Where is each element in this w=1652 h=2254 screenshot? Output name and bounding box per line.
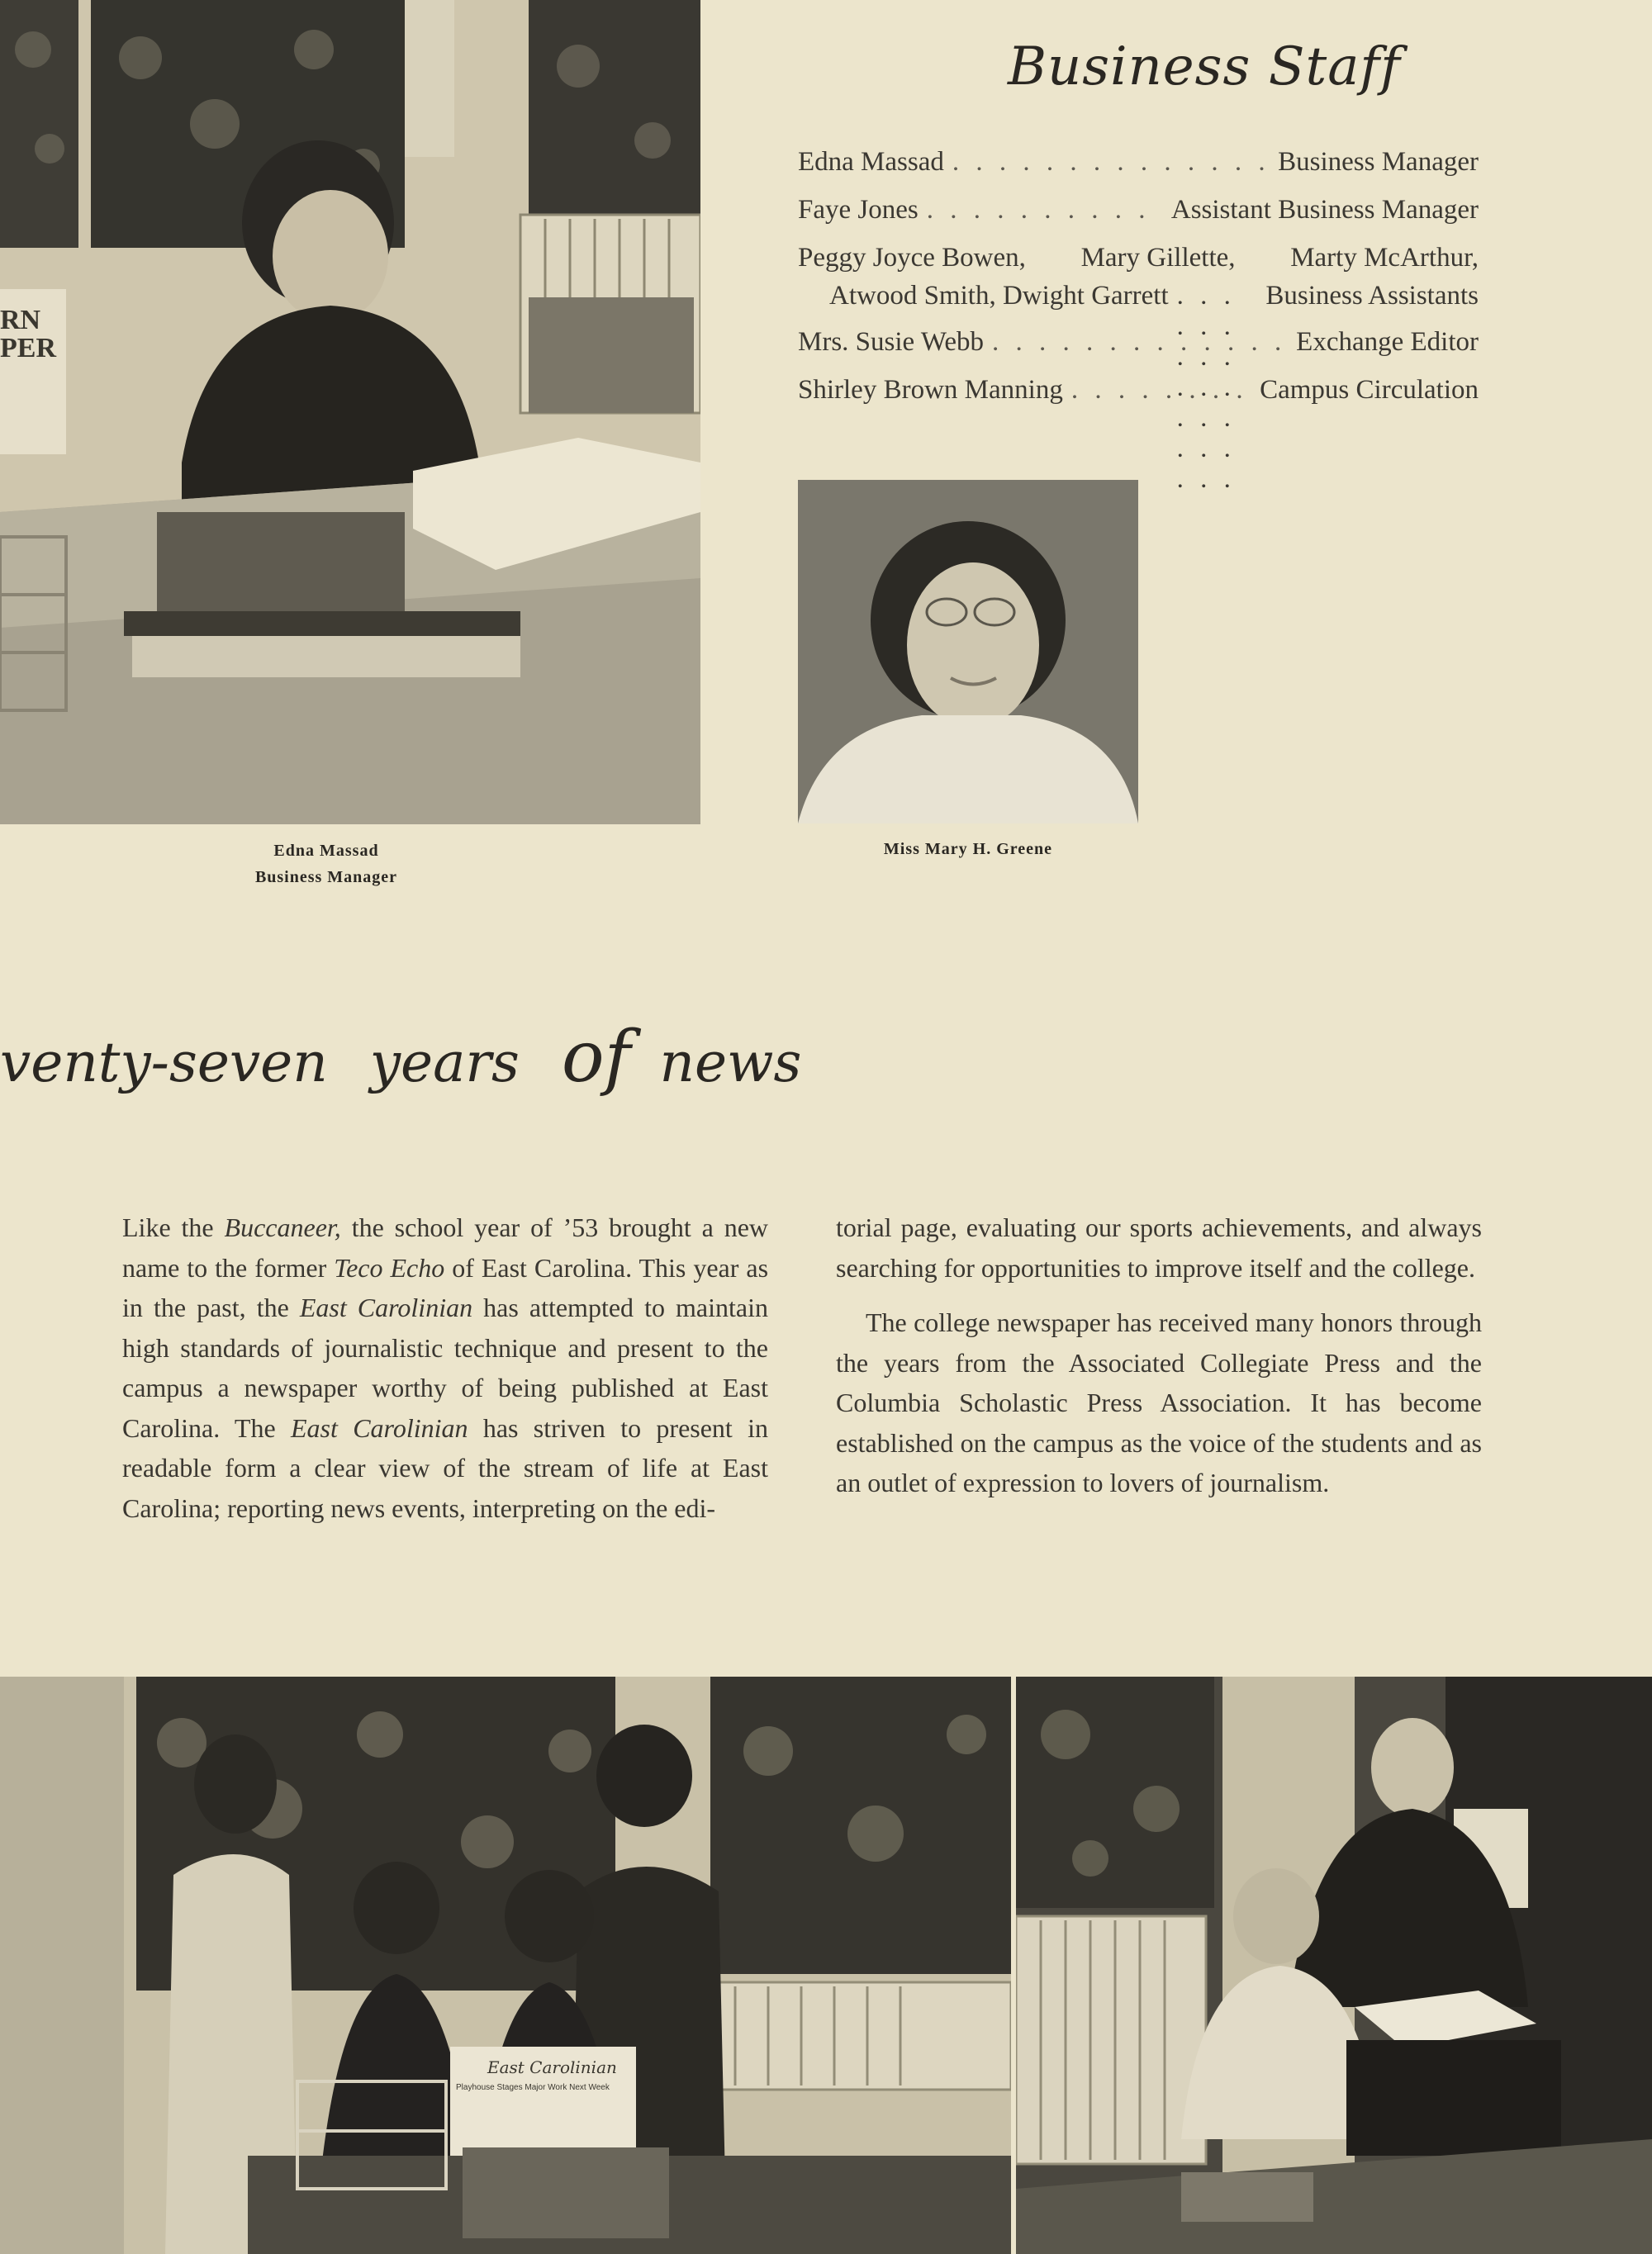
- caption-name: Edna Massad: [273, 842, 379, 860]
- section-heading: [0, 1016, 801, 1099]
- photo-typewriter-men: [1016, 1677, 1652, 2254]
- heading-word: news: [659, 1031, 802, 1094]
- photo-staff-group: [0, 1677, 1011, 2254]
- staff-row: [798, 243, 1479, 327]
- article-column-left: [122, 1208, 768, 1528]
- heading-word: of: [561, 1016, 631, 1099]
- staff-row: [798, 147, 1479, 195]
- staff-name: Peggy Joyce Bowen,: [798, 243, 1026, 273]
- caption-edna-massad: [202, 838, 450, 890]
- svg-text:PER: PER: [0, 333, 56, 363]
- caption-mary-greene: Miss Mary H. Greene: [883, 840, 1053, 858]
- staff-name: Edna Massad: [798, 147, 944, 177]
- heading-word: venty-seven: [0, 1031, 328, 1094]
- newspaper-headline: Playhouse Stages Major Work Next Week: [456, 2083, 610, 2092]
- staff-row: [798, 375, 1479, 423]
- staff-role: Business Assistants: [1265, 281, 1479, 311]
- staff-role: Campus Circulation: [1260, 375, 1479, 405]
- staff-role: Exchange Editor: [1296, 327, 1479, 357]
- staff-list: [798, 147, 1479, 423]
- staff-row: [798, 327, 1479, 375]
- leader-dots: [952, 147, 1270, 178]
- article-paragraph: The college newspaper has received many honors through the years from the Associated Collegiate Press and the Columbia Scholastic Press Association. It has become established on the campus as the voice of the students and as an outlet of expression to lovers of journalism.: [836, 1307, 1482, 1497]
- staff-role: Assistant Business Manager: [1170, 195, 1479, 225]
- article-paragraph: Like the Buccaneer, the school year of ’53 brought a new name to the former Teco Echo of East Carolina. This year as in the past, the East Carolinian has attempted to maintain high standards of journalistic technique and present to the campus a newspaper worthy of being published at East Carolina. The East Carolinian has striven to present in readable form a clear view of the stream of life at East Carolina; reporting news events, interpreting on the edi-: [122, 1212, 769, 1523]
- article-column-right: [836, 1208, 1482, 1503]
- staff-name: Shirley Brown Manning: [798, 375, 1063, 405]
- leader-dots: [992, 327, 1288, 358]
- caption-title: Business Manager: [254, 868, 398, 886]
- staff-name: Atwood Smith, Dwight Garrett: [829, 281, 1169, 311]
- staff-role: Business Manager: [1278, 147, 1479, 177]
- staff-row: [798, 195, 1479, 243]
- leader-dots: [1071, 375, 1251, 406]
- newspaper-masthead: East Carolinian: [487, 2057, 617, 2077]
- staff-name: Mary Gillette,: [1080, 243, 1236, 273]
- calendar-text: RN: [0, 305, 41, 335]
- article-paragraph: torial page, evaluating our sports achievements, and always searching for opportunities to improve itself and the college.: [836, 1212, 1482, 1283]
- business-staff-heading: Business Staff: [1008, 36, 1401, 97]
- leader-dots: [927, 195, 1163, 225]
- heading-word: years: [369, 1031, 520, 1094]
- photo-mary-greene: [798, 480, 1138, 823]
- photo-edna-massad: [0, 0, 700, 824]
- staff-name: Mrs. Susie Webb: [798, 327, 984, 357]
- staff-name: Marty McArthur,: [1290, 243, 1479, 273]
- staff-name: Faye Jones: [798, 195, 919, 225]
